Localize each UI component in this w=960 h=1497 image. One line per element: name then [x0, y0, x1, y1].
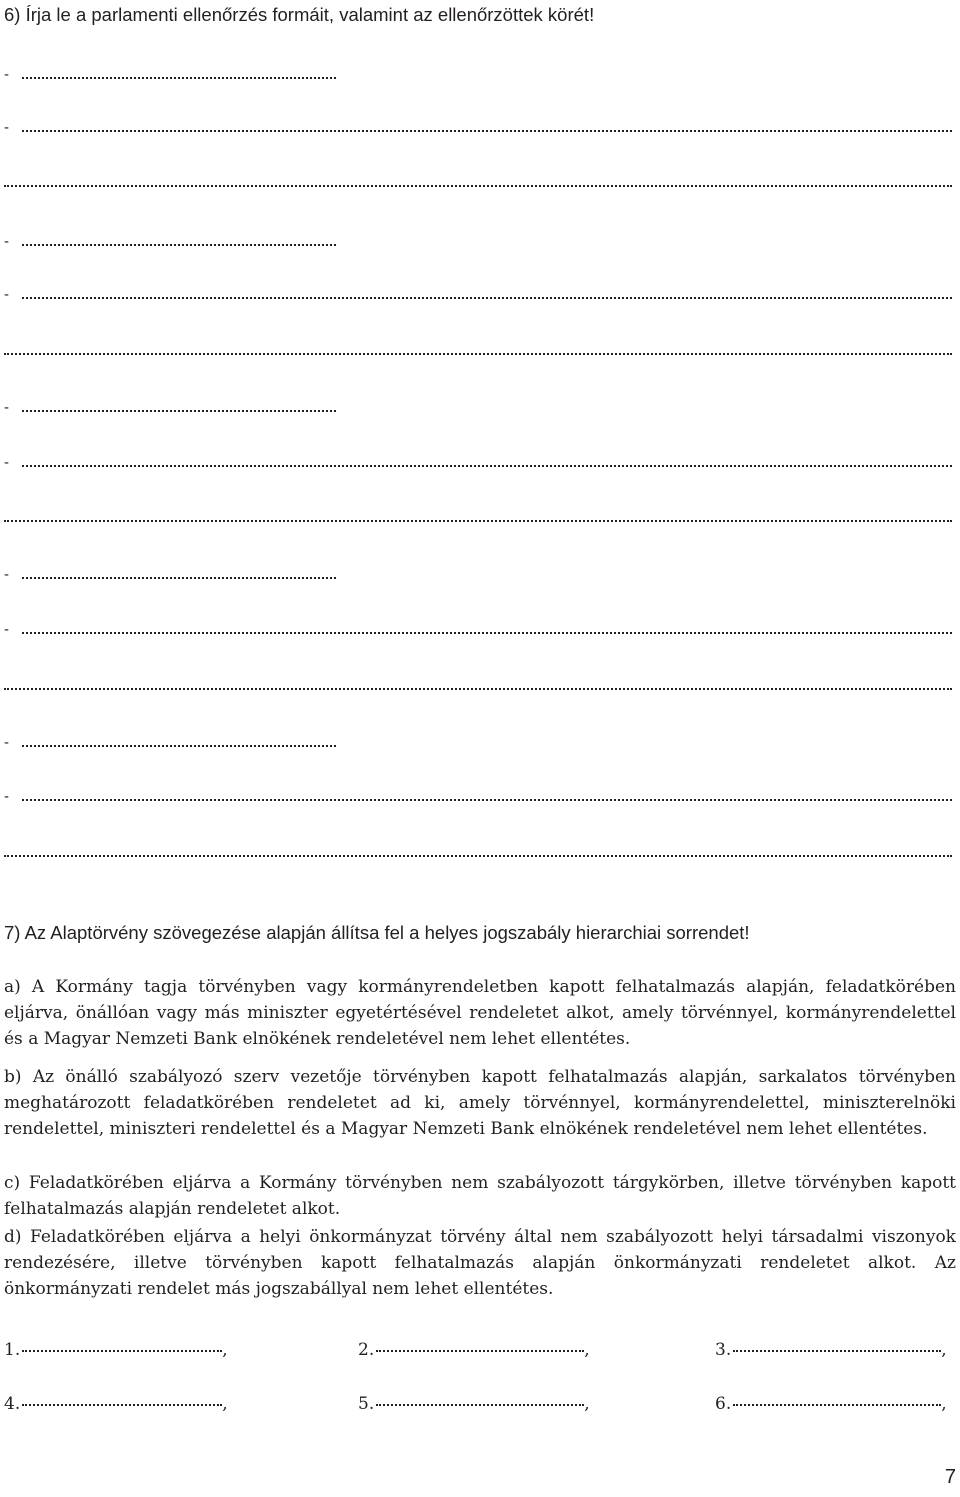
line-dash: - [4, 621, 9, 638]
line-dash: - [4, 788, 9, 805]
dotted-line [22, 77, 336, 79]
answer-slot-5[interactable]: 5. , [358, 1394, 590, 1414]
line-dash: - [4, 119, 9, 136]
page-number: 7 [944, 1466, 956, 1488]
line-dash: - [4, 286, 9, 303]
question-6-title: 6) Írja le a parlamenti ellenőrzés formáit, valamint az ellenőrzöttek körét! [4, 4, 595, 25]
line-dash: - [4, 566, 9, 583]
dotted-line [4, 353, 952, 355]
dotted-line [22, 130, 952, 132]
dotted-line [4, 520, 952, 522]
line-dash: - [4, 66, 9, 83]
dotted-line [22, 632, 952, 634]
dotted-line [22, 465, 952, 467]
answer-slot-1[interactable]: 1. , [4, 1340, 228, 1360]
line-dash: - [4, 399, 9, 416]
line-dash: - [4, 734, 9, 751]
answer-slot-4[interactable]: 4. , [4, 1394, 228, 1414]
dotted-line [22, 799, 952, 801]
dotted-line [4, 855, 952, 857]
answer-slot-3[interactable]: 3. , [715, 1340, 947, 1360]
option-c: c) Feladatkörében eljárva a Kormány törvényben nem szabályozott tárgykörben, illetve törvényben kapott felhatalmazás alapján rendeletet alkot. [4, 1173, 956, 1219]
dotted-line [22, 244, 336, 246]
line-dash: - [4, 233, 9, 250]
dotted-line [22, 745, 336, 747]
answer-slot-6[interactable]: 6. , [715, 1394, 947, 1414]
dotted-line [22, 410, 336, 412]
option-b: b) Az önálló szabályozó szerv vezetője törvényben kapott felhatalmazás alapján, sarkalatos törvényben meghatározott feladatkörében rendeletet ad ki, amely törvénnyel, kormányrendelettel, miniszterelnöki rendelettel, miniszteri rendelettel és a Magyar Nemzeti Bank elnökének rendeletével nem lehet ellentétes. [4, 1067, 956, 1139]
dotted-line [22, 297, 952, 299]
line-dash: - [4, 454, 9, 471]
dotted-line [22, 577, 336, 579]
option-d: d) Feladatkörében eljárva a helyi önkormányzat törvény által nem szabályozott helyi társadalmi viszonyok rendezésére, illetve törvényben kapott felhatalmazás alapján önkormányzati rendeletet alkot. Az önkormányzati rendelet más jogszabállyal nem lehet ellentétes. [4, 1227, 956, 1299]
question-7-title: 7) Az Alaptörvény szövegezése alapján állítsa fel a helyes jogszabály hierarchiai sorrendet! [4, 922, 750, 943]
answer-slot-2[interactable]: 2. , [358, 1340, 590, 1360]
dotted-line [4, 185, 952, 187]
dotted-line [4, 688, 952, 690]
option-a: a) A Kormány tagja törvényben vagy kormányrendeletben kapott felhatalmazás alapján, feladatkörében eljárva, önállóan vagy más miniszter egyetértésével rendeletet alkot, amely törvénnyel, kormányrendelettel és a Magyar Nemzeti Bank elnökének rendeletével nem lehet ellentétes. [4, 977, 956, 1049]
